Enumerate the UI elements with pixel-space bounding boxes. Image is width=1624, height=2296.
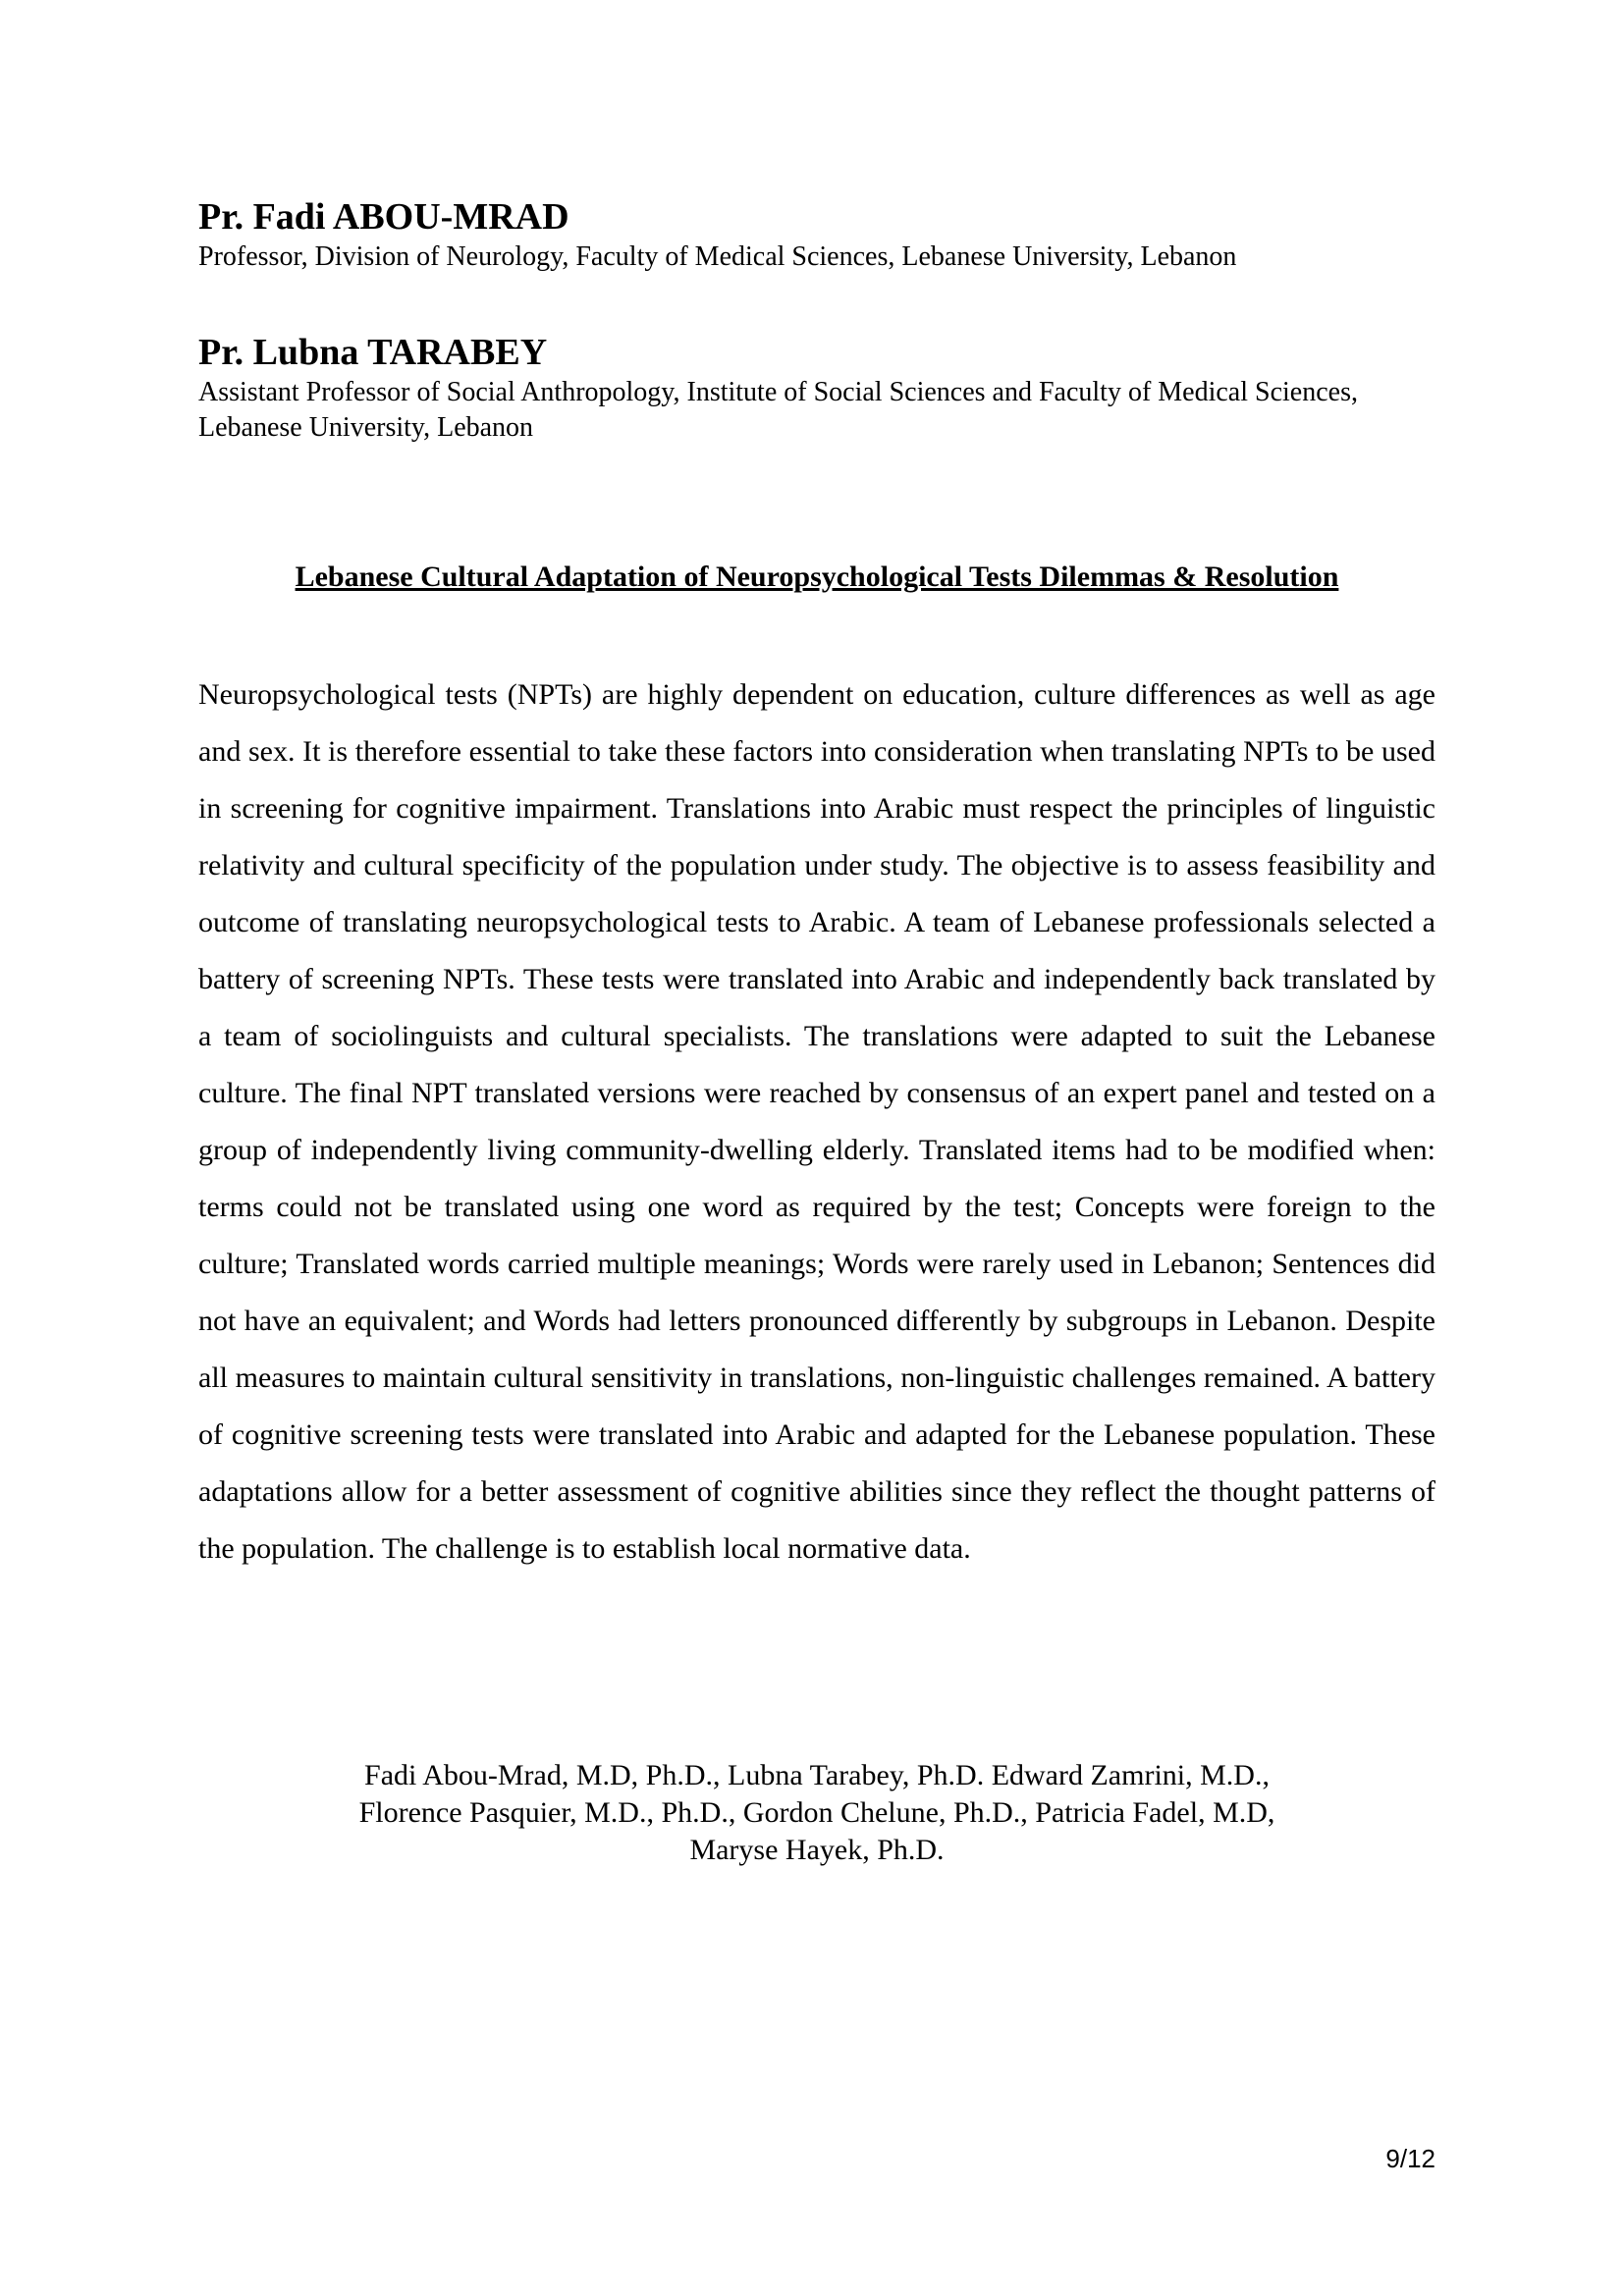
author-affiliation: Assistant Professor of Social Anthropology, Institute of Social Sciences and Faculty of Medical Sciences, Lebanese University, Lebanon — [198, 377, 1358, 443]
author-block-tarabey — [198, 330, 1435, 446]
author-name: Pr. Lubna TARABEY — [198, 332, 548, 373]
contributors-line: Maryse Hayek, Ph.D. — [689, 1834, 945, 1866]
contributors-line: Fadi Abou-Mrad, M.D, Ph.D., Lubna Tarabey, Ph.D. Edward Zamrini, M.D., — [364, 1759, 1270, 1791]
contributors-line: Florence Pasquier, M.D., Ph.D., Gordon Chelune, Ph.D., Patricia Fadel, M.D, — [358, 1796, 1275, 1829]
author-affiliation: Professor, Division of Neurology, Faculty of Medical Sciences, Lebanese University, Lebanon — [198, 241, 1237, 272]
author-block-abou-mrad — [198, 194, 1435, 275]
article-title: Lebanese Cultural Adaptation of Neuropsychological Tests Dilemmas & Resolution — [295, 561, 1339, 593]
author-name: Pr. Fadi ABOU-MRAD — [198, 196, 569, 238]
page-number: 9/12 — [1385, 2144, 1435, 2173]
contributors-list — [198, 1757, 1435, 1869]
abstract-paragraph: Neuropsychological tests (NPTs) are highly dependent on education, culture differences as well as age and sex. It is therefore essential to take these factors into consideration when translating NPTs to be used in screening for cognitive impairment. Translations into Arabic must respect the principles of linguistic relativity and cultural specificity of the population under study. The objective is to assess feasibility and outcome of translating neuropsychological tests to Arabic. A team of Lebanese professionals selected a battery of screening NPTs. These tests were translated into Arabic and independently back translated by a team of sociolinguists and cultural specialists. The translations were adapted to suit the Lebanese culture. The final NPT translated versions were reached by consensus of an expert panel and tested on a group of independently living community-dwelling elderly. Translated items had to be modified when: terms could not be translated using one word as required by the test; Concepts were foreign to the culture; Translated words carried multiple meanings; Words were rarely used in Lebanon; Sentences did not have an equivalent; and Words had letters pronounced differently by subgroups in Lebanon. Despite all measures to maintain cultural sensitivity in translations, non-linguistic challenges remained. A battery of cognitive screening tests were translated into Arabic and adapted for the Lebanese population. These adaptations allow for a better assessment of cognitive abilities since they reflect the thought patterns of the population. The challenge is to establish local normative data. — [198, 678, 1435, 1565]
